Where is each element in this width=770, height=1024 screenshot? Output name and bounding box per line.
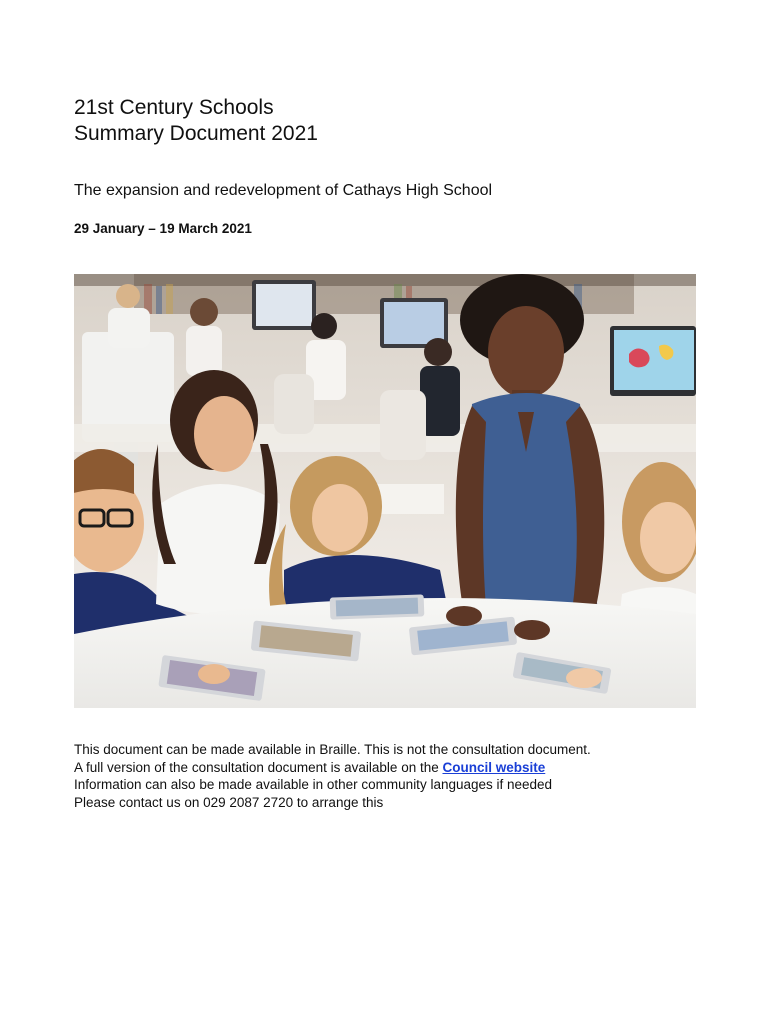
accessibility-notice bbox=[74, 741, 714, 811]
title-line-2: Summary Document 2021 bbox=[74, 122, 318, 145]
notice-line-languages: Information can also be made available in other community languages if needed bbox=[74, 777, 553, 792]
consultation-dates: 29 January – 19 March 2021 bbox=[74, 221, 252, 236]
notice-line-full-version bbox=[74, 759, 714, 777]
title-line-1: 21st Century Schools bbox=[74, 96, 274, 119]
council-website-link[interactable]: Council website bbox=[442, 759, 546, 775]
notice-line-braille: This document can be made available in Braille. This is not the consultation document. bbox=[74, 742, 591, 757]
notice-line-full-version-text: A full version of the consultation document is available on the bbox=[74, 759, 443, 775]
classroom-photo bbox=[74, 274, 696, 708]
document-subtitle: The expansion and redevelopment of Cathays High School bbox=[74, 182, 493, 199]
notice-line-contact: Please contact us on 029 2087 2720 to arrange this bbox=[74, 794, 384, 810]
document-title bbox=[74, 95, 318, 147]
